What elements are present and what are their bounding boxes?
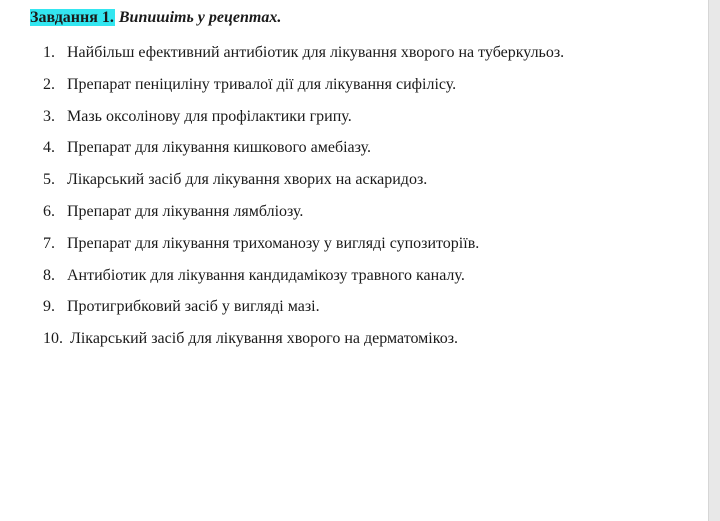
list-item-number: 7. (43, 234, 55, 252)
list-item-number: 6. (43, 202, 55, 220)
list-item-text: Препарат пеніциліну тривалої дії для лікування сифілісу. (67, 75, 457, 93)
list-item-text: Препарат для лікування кишкового амебіазу. (67, 139, 372, 157)
list-item-number: 8. (43, 266, 55, 284)
list-item-number: 4. (43, 139, 55, 157)
task-label-highlighted: Завдання 1. (30, 9, 114, 26)
list-item-text: Найбільш ефективний антибіотик для лікування хворого на туберкульоз. (67, 44, 565, 61)
list-item-text: Антибіотик для лікування кандидамікозу травного каналу. (67, 266, 465, 284)
task-heading (30, 8, 281, 28)
list-item-number: 5. (43, 171, 55, 189)
list-item-number: 2. (43, 75, 55, 93)
list-item-text: Лікарський засіб для лікування хворого на дерматомікоз. (70, 330, 459, 348)
list-item-text: Протигрибковий засіб у вигляді мазі. (67, 298, 320, 316)
list-item-text: Препарат для лікування лямбліозу. (67, 202, 304, 220)
list-item-number: 9. (43, 298, 55, 316)
list-item-number: 10. (43, 330, 63, 348)
list-item-number: 3. (43, 107, 55, 125)
list-item-text: Мазь оксолінову для профілактики грипу. (67, 107, 352, 125)
list-item-text: Лікарський засіб для лікування хворих на аскаридоз. (67, 171, 428, 189)
list-item-number: 1. (43, 44, 55, 61)
list-item-text: Препарат для лікування трихоманозу у вигляді супозиторіїв. (67, 234, 480, 252)
task-title: Випишіть у рецептах. (118, 9, 282, 26)
viewer-scroll-edge[interactable] (708, 0, 720, 521)
